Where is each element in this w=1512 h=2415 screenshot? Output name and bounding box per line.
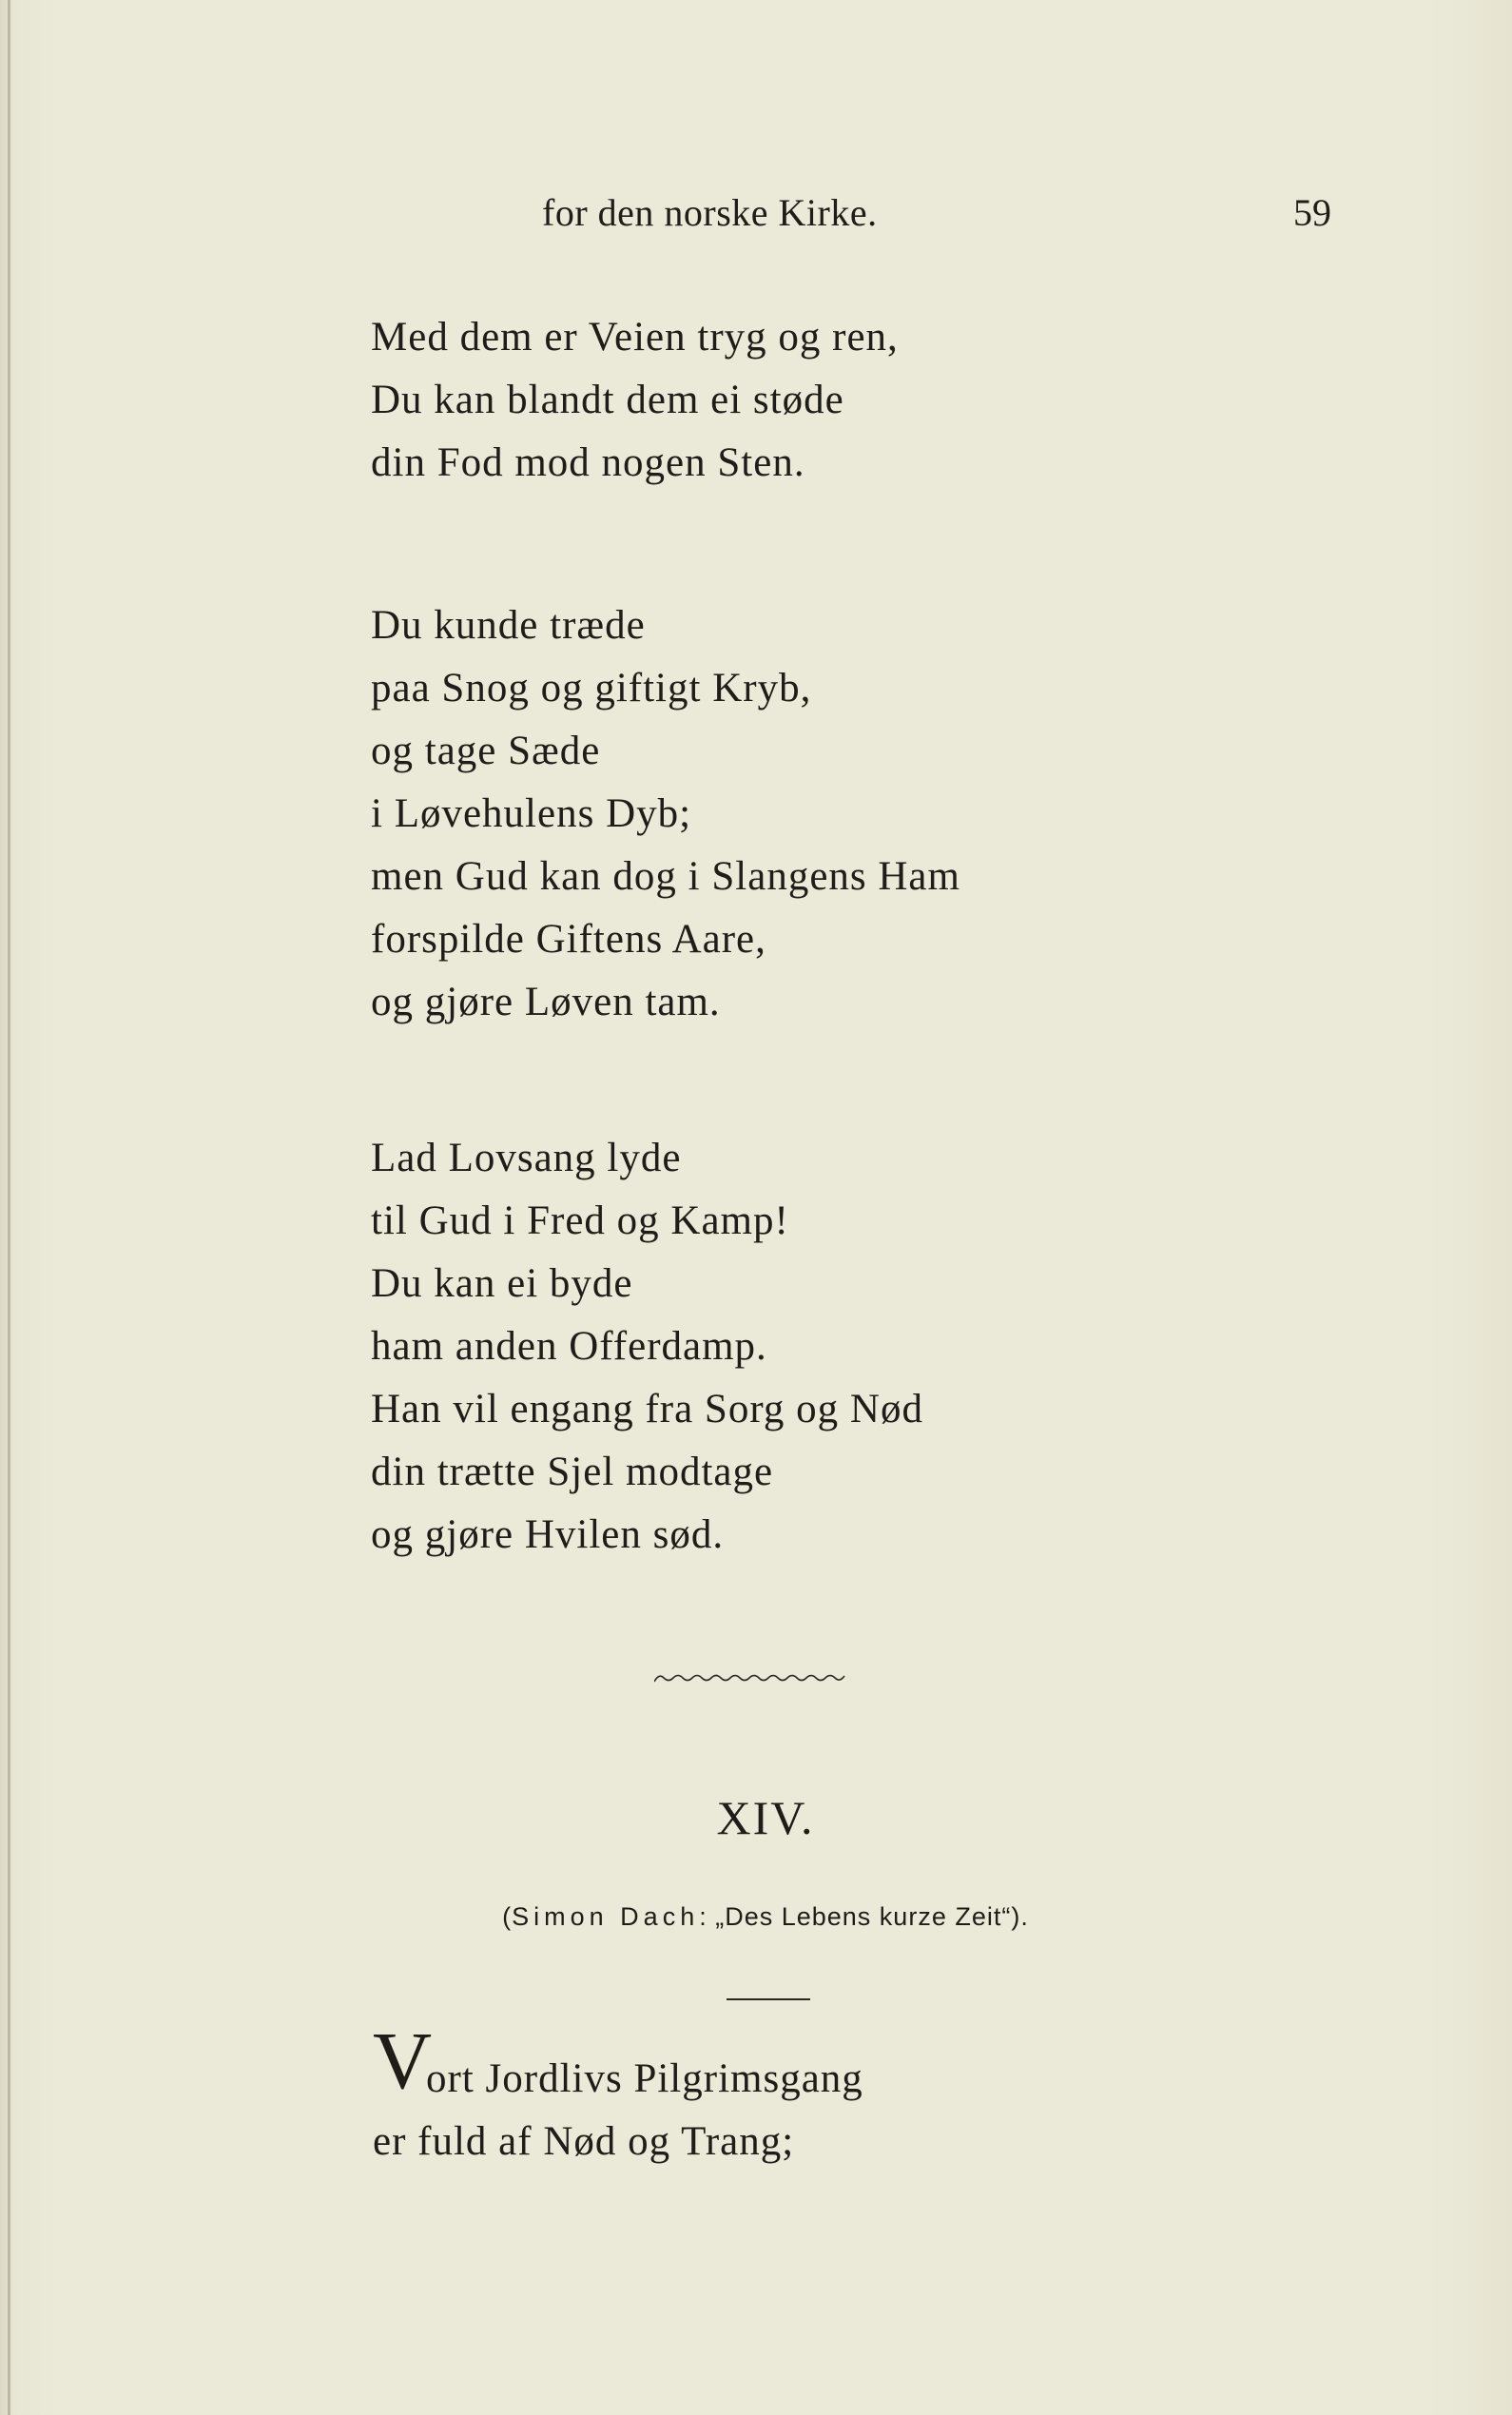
verse-line: paa Snog og giftigt Kryb, bbox=[371, 666, 812, 711]
verse-line: Han vil engang fra Sorg og Nød bbox=[371, 1387, 923, 1431]
verse-line: og gjøre Hvilen sød. bbox=[371, 1512, 725, 1557]
section-number: XIV. bbox=[716, 1791, 815, 1844]
attribution-rest: : „Des Lebens kurze Zeit“). bbox=[699, 1902, 1029, 1931]
running-head: for den norske Kirke. bbox=[542, 191, 878, 234]
verse-line: Med dem er Veien tryg og ren, bbox=[371, 315, 899, 360]
verse-line: Du kan blandt dem ei støde bbox=[371, 378, 844, 422]
verse-line: i Løvehulens Dyb; bbox=[371, 791, 692, 836]
verse-line: Du kunde træde bbox=[371, 603, 646, 648]
verse-line: til Gud i Fred og Kamp! bbox=[371, 1198, 789, 1243]
verse-line: Lad Lovsang lyde bbox=[371, 1136, 682, 1180]
attribution-author: Simon Dach bbox=[512, 1902, 700, 1931]
page-number: 59 bbox=[1293, 191, 1331, 234]
stanza-2 bbox=[371, 594, 960, 1034]
verse-line: ort Jordlivs Pilgrimsgang bbox=[426, 2056, 863, 2101]
stanza-4 bbox=[373, 2048, 863, 2173]
verse-line: ham anden Offerdamp. bbox=[371, 1324, 767, 1369]
verse-line: din trætte Sjel modtage bbox=[371, 1450, 774, 1494]
verse-line: og tage Sæde bbox=[371, 729, 601, 773]
section-rule bbox=[727, 1998, 810, 2000]
verse-line: Du kan ei byde bbox=[371, 1261, 633, 1306]
verse-line: er fuld af Nød og Trang; bbox=[373, 2119, 795, 2164]
stanza-3 bbox=[371, 1127, 923, 1567]
stanza-1 bbox=[371, 306, 899, 495]
binding-edge bbox=[8, 0, 10, 2415]
drop-cap: V bbox=[373, 2015, 433, 2106]
source-attribution bbox=[0, 1902, 1512, 1932]
verse-line: din Fod mod nogen Sten. bbox=[371, 440, 805, 485]
verse-line: forspilde Giftens Aare, bbox=[371, 917, 766, 962]
verse-line: men Gud kan dog i Slangens Ham bbox=[371, 854, 960, 899]
verse-line: og gjøre Løven tam. bbox=[371, 980, 721, 1024]
attribution-open: ( bbox=[502, 1902, 513, 1931]
wavy-ornament bbox=[654, 1670, 848, 1685]
